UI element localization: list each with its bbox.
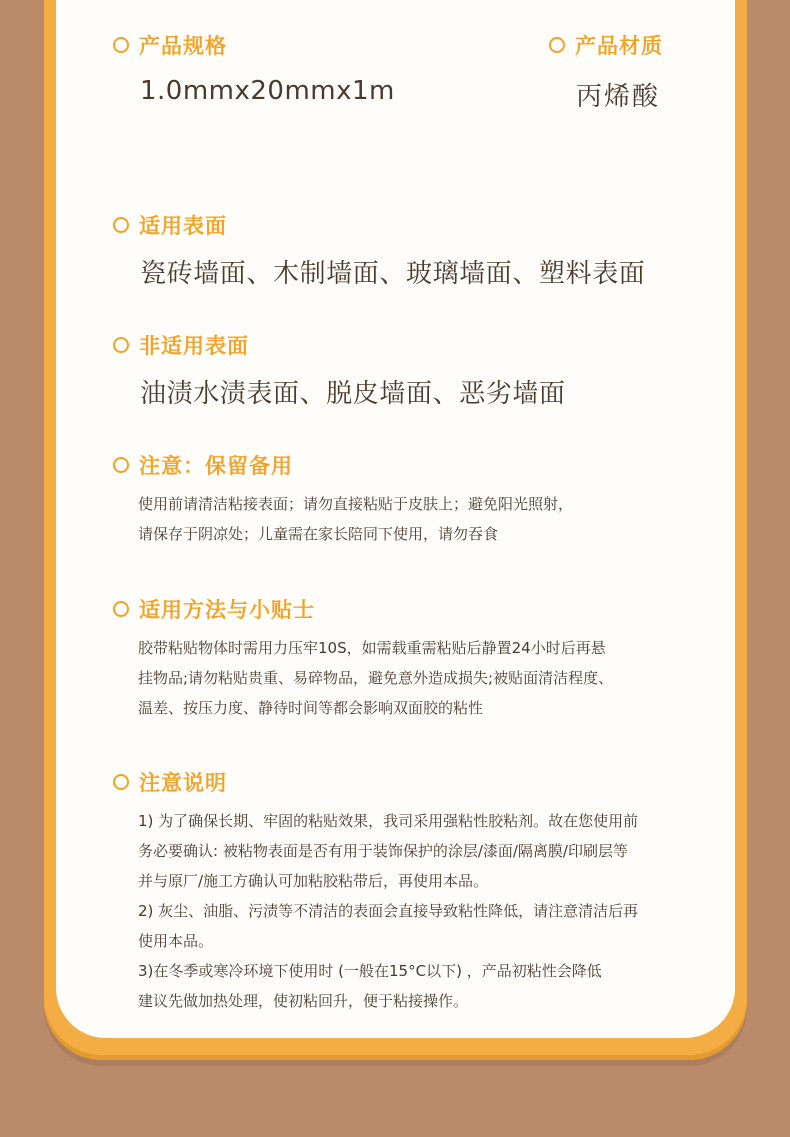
notes-line: 3)在冬季或寒冷环境下使用时 (一般在15°C以下) ，产品初粘性会降低 xyxy=(138,962,602,980)
circle-bullet-icon xyxy=(113,457,129,473)
notes-line: 使用本品。 xyxy=(138,932,214,950)
method-heading xyxy=(113,594,315,624)
caution-line: 请保存于阴凉处；儿童需在家长陪同下使用，请勿吞食 xyxy=(138,525,499,543)
circle-bullet-icon xyxy=(549,37,565,53)
notes-line: 建议先做加热处理，使初粘回升，便于粘接操作。 xyxy=(138,992,469,1010)
non-applicable-heading-text: 非适用表面 xyxy=(139,334,249,358)
caution-heading-text: 注意：保留备用 xyxy=(139,454,293,478)
method-line: 挂物品;请勿粘贴贵重、易碎物品，避免意外造成损失;被贴面清洁程度、 xyxy=(138,669,614,687)
circle-bullet-icon xyxy=(113,37,129,53)
spec-value: 1.0mmx20mmx1m xyxy=(140,76,395,106)
notes-line: 2) 灰尘、油脂、污渍等不清洁的表面会直接导致粘性降低，请注意清洁后再 xyxy=(138,902,639,920)
method-text xyxy=(138,633,708,723)
applicable-value: 瓷砖墙面、木制墙面、玻璃墙面、塑料表面 xyxy=(140,259,646,289)
circle-bullet-icon xyxy=(113,601,129,617)
material-heading-text: 产品材质 xyxy=(575,34,663,58)
circle-bullet-icon xyxy=(113,217,129,233)
spec-heading-text: 产品规格 xyxy=(139,34,227,58)
applicable-heading-text: 适用表面 xyxy=(139,214,227,238)
non-applicable-value: 油渍水渍表面、脱皮墙面、恶劣墙面 xyxy=(140,379,566,409)
caution-heading xyxy=(113,450,293,480)
non-applicable-heading xyxy=(113,330,249,360)
circle-bullet-icon xyxy=(113,337,129,353)
notes-line: 务必要确认: 被粘物表面是否有用于装饰保护的涂层/漆面/隔离膜/印刷层等 xyxy=(138,842,628,860)
caution-text xyxy=(138,489,708,549)
material-heading xyxy=(549,30,663,60)
circle-bullet-icon xyxy=(113,774,129,790)
spec-heading xyxy=(113,30,227,60)
notes-line: 1) 为了确保长期、牢固的粘贴效果，我司采用强粘性胶粘剂。故在您使用前 xyxy=(138,812,639,830)
notes-heading xyxy=(113,767,227,797)
method-heading-text: 适用方法与小贴士 xyxy=(139,598,315,622)
notes-line: 并与原厂/施工方确认可加粘胶粘带后，再使用本品。 xyxy=(138,872,489,890)
notes-text xyxy=(138,806,708,1016)
method-line: 胶带粘贴物体时需用力压牢10S，如需载重需粘贴后静置24小时后再悬 xyxy=(138,639,606,657)
applicable-heading xyxy=(113,210,227,240)
caution-line: 使用前请清洁粘接表面；请勿直接粘贴于皮肤上；避免阳光照射， xyxy=(138,495,574,513)
material-value: 丙烯酸 xyxy=(576,82,661,112)
method-line: 温差、按压力度、静待时间等都会影响双面胶的粘性 xyxy=(138,699,484,717)
notes-heading-text: 注意说明 xyxy=(139,771,227,795)
